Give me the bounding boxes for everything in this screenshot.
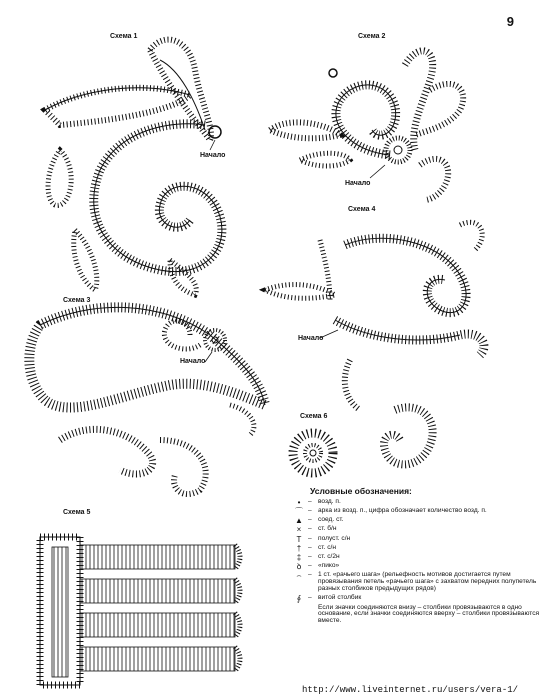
source-url: http://www.liveinternet.ru/users/vera-1/ bbox=[302, 685, 519, 695]
legend-item-text: соед. ст. bbox=[318, 516, 344, 524]
half-dc-icon: T bbox=[296, 534, 302, 544]
cross-icon: × bbox=[296, 525, 302, 535]
scheme-1-start-label: Начало bbox=[200, 152, 226, 159]
legend bbox=[290, 487, 540, 625]
legend-item-text: полуст. с/н bbox=[318, 534, 351, 542]
crab-stitch-icon: ⌢ bbox=[296, 571, 302, 581]
legend-note: Если значки соединяются внизу – столбики провязываются в одно основание, если значки соединяются вверху – столбики провязываются вместе. bbox=[318, 603, 540, 625]
scheme-2-motif bbox=[270, 51, 463, 200]
legend-item: ▲ – соед. ст. bbox=[290, 517, 540, 524]
tr-icon: ‡ bbox=[296, 553, 302, 563]
legend-item: ⌢ – 1 ст. «рачьего шага» (рельефность мотивов достигается путем провязывания петель «рачьего шага» с захватом передних полупетель разных столбиков предыдущих рядов) bbox=[290, 572, 540, 593]
scheme-5-motif bbox=[40, 537, 240, 685]
scheme-6-label: Схема 6 bbox=[300, 413, 328, 420]
legend-item-text: ст. с/н bbox=[318, 543, 337, 551]
scheme-3-motif bbox=[29, 307, 265, 494]
legend-item: T – полуст. с/н bbox=[290, 536, 540, 543]
legend-item: † – ст. с/н bbox=[290, 545, 540, 552]
scheme-3-label: Схема 3 bbox=[63, 297, 91, 304]
scheme-5-label: Схема 5 bbox=[63, 509, 91, 516]
legend-item-text: ст. с/2н bbox=[318, 553, 340, 561]
legend-item-text: ст. б/н bbox=[318, 525, 337, 533]
scheme-1-label: Схема 1 bbox=[110, 33, 138, 40]
legend-item-text: «пико» bbox=[318, 562, 340, 570]
scheme-4-start-label: Начало bbox=[298, 335, 324, 342]
legend-item-text: витой столбик bbox=[318, 594, 362, 602]
twisted-stitch-icon: ∮ bbox=[296, 594, 302, 604]
dot-icon: • bbox=[297, 497, 301, 507]
scheme-4-label: Схема 4 bbox=[348, 206, 376, 213]
scheme-1-motif bbox=[45, 40, 222, 295]
legend-item: × – ст. б/н bbox=[290, 526, 540, 533]
scheme-6-motif bbox=[293, 433, 333, 473]
scheme-4-motif bbox=[265, 222, 484, 464]
dc-icon: † bbox=[296, 543, 302, 553]
scheme-2-label: Схема 2 bbox=[358, 33, 386, 40]
legend-item: ∮ – витой столбик bbox=[290, 595, 540, 602]
legend-item-text: возд. п. bbox=[318, 497, 341, 505]
legend-item-text: арка из возд. п., цифра обозначает количество возд. п. bbox=[318, 507, 487, 515]
legend-item-text: 1 ст. «рачьего шага» (рельефность мотивов достигается путем провязывания петель «рачьего шага» с захватом передних полупетель разных столбиков предыдущих рядов) bbox=[318, 571, 537, 593]
legend-title: Условные обозначения: bbox=[310, 486, 412, 496]
slip-stitch-icon: ▲ bbox=[295, 516, 303, 526]
scheme-3-start-label: Начало bbox=[180, 358, 206, 365]
picot-icon: ꝺ bbox=[296, 562, 302, 572]
legend-item: ꝺ – «пико» bbox=[290, 563, 540, 570]
page-number: 9 bbox=[506, 14, 514, 29]
scheme-2-start-label: Начало bbox=[345, 180, 371, 187]
arc-icon: ⌒ bbox=[295, 507, 303, 517]
legend-item: ⌒ – арка из возд. п., цифра обозначает количество возд. п. bbox=[290, 508, 540, 515]
legend-item: ‡ – ст. с/2н bbox=[290, 554, 540, 561]
legend-item: • – возд. п. bbox=[290, 499, 540, 506]
